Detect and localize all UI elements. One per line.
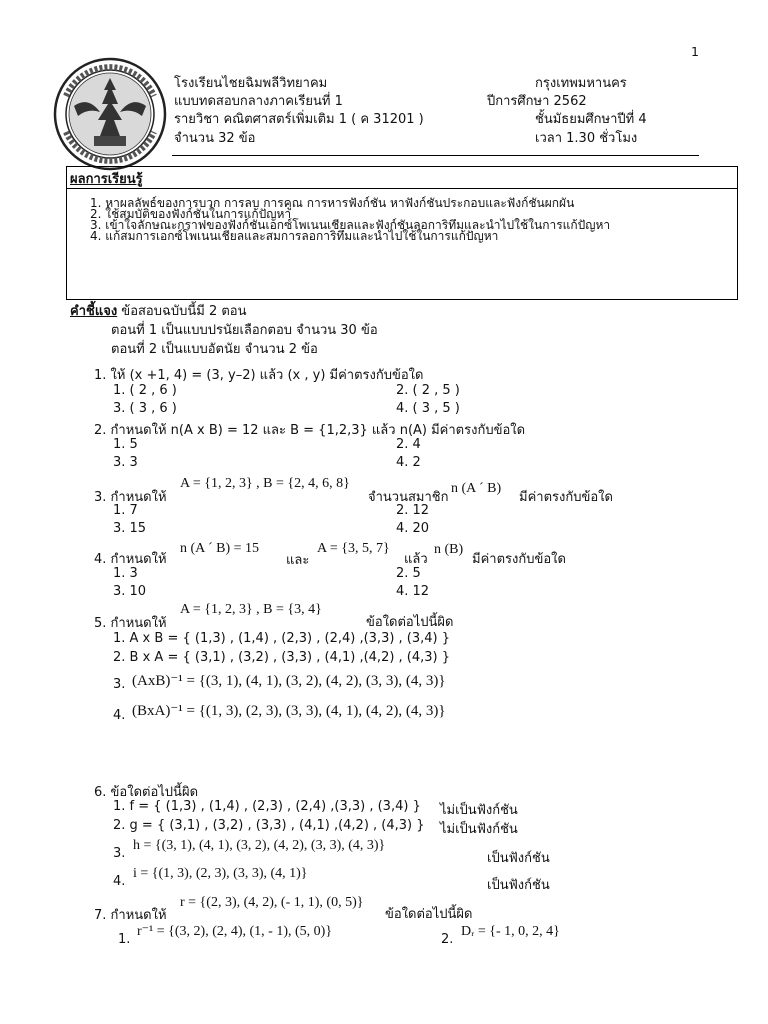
q2-choice-4: 4. 2 — [396, 455, 421, 470]
question-3-expression: n (A ´ B) — [451, 481, 502, 496]
subject: รายวิชา คณิตศาสตร์เพิ่มเติม 1 ( ค 31201 ) — [174, 112, 424, 127]
q3-choice-4: 4. 20 — [396, 521, 430, 536]
q7-choice-1: r⁻¹ = {(3, 2), (2, 4), (1, - 1), (5, 0)} — [137, 924, 333, 939]
q5-choice-2: 2. B x A = { (3,1) , (3,2) , (3,3) , (4,1) ,(4,2) , (4,3) } — [113, 650, 451, 665]
exam-title: แบบทดสอบกลางภาคเรียนที่ 1 — [174, 94, 343, 109]
exam-time: เวลา 1.30 ชั่วโมง — [535, 131, 638, 146]
q1-choice-3: 3. ( 3 , 6 ) — [113, 401, 177, 416]
q3-choice-2: 2. 12 — [396, 503, 430, 518]
outcome-item: 4. แก้สมการเอกซ์โพเนนเชียลและสมการลอการิทึมและนำไปใช้ในการแก้ปัญหา — [90, 229, 499, 243]
q4-choice-1: 1. 3 — [113, 566, 138, 581]
question-5-sets: A = {1, 2, 3} , B = {3, 4} — [180, 602, 322, 617]
q6-choice-3: h = {(3, 1), (4, 1), (3, 2), (4, 2), (3, 3), (4, 3)} — [133, 838, 386, 853]
q7-choice-1-number: 1. — [118, 932, 131, 947]
q6-choice-4-number: 4. — [113, 874, 126, 889]
question-3-end: มีค่าตรงกับข้อใด — [519, 490, 613, 505]
question-4-number: 4. กำหนดให้ — [94, 552, 167, 567]
academic-year: ปีการศึกษา 2562 — [487, 94, 587, 109]
question-4-end: มีค่าตรงกับข้อใด — [472, 552, 566, 567]
part-1-info: ตอนที่ 1 เป็นแบบปรนัยเลือกตอบ จำนวน 30 ข้อ — [111, 323, 378, 338]
question-7-end: ข้อใดต่อไปนี้ผิด — [385, 907, 473, 922]
q5-choice-1: 1. A x B = { (1,3) , (1,4) , (2,3) , (2,4) ,(3,3) , (3,4) } — [113, 631, 451, 646]
q3-choice-1: 1. 7 — [113, 503, 138, 518]
q6-choice-2: 2. g = { (3,1) , (3,2) , (3,3) , (4,1) ,(4,2) , (4,3) } — [113, 818, 425, 833]
question-2-stem: 2. กำหนดให้ n(A x B) = 12 และ B = {1,2,3} แล้ว n(A) มีค่าตรงกับข้อใด — [94, 423, 526, 438]
instructions-label: คำชี้แจง — [70, 304, 118, 319]
grade-level: ชั้นมัธยมศึกษาปีที่ 4 — [535, 112, 647, 127]
question-4-nb: n (B) — [434, 542, 464, 557]
question-7-number: 7. กำหนดให้ — [94, 908, 167, 923]
q2-choice-1: 1. 5 — [113, 437, 138, 452]
question-4-set: A = {3, 5, 7} — [317, 541, 390, 556]
outcome-item: 2. ใช้สมบัติของฟังก์ชันในการแก้ปัญหา — [90, 207, 292, 221]
instructions-text: ข้อสอบฉบับนี้มี 2 ตอน — [117, 304, 247, 319]
city: กรุงเทพมหานคร — [535, 76, 627, 91]
page-number: 1 — [691, 44, 699, 59]
part-2-info: ตอนที่ 2 เป็นแบบอัตนัย จำนวน 2 ข้อ — [111, 342, 318, 357]
q2-choice-3: 3. 3 — [113, 455, 138, 470]
q7-choice-2: Dᵣ = {- 1, 0, 2, 4} — [461, 924, 560, 939]
q1-choice-2: 2. ( 2 , 5 ) — [396, 383, 460, 398]
q4-choice-2: 2. 5 — [396, 566, 421, 581]
seal-emblem-icon — [52, 56, 168, 172]
question-6-stem: 6. ข้อใดต่อไปนี้ผิด — [94, 785, 199, 800]
outcomes-list — [90, 198, 610, 242]
school-seal — [52, 56, 168, 172]
q5-choice-4: (BxA)⁻¹ = {(1, 3), (2, 3), (3, 3), (4, 1), (4, 2), (4, 3)} — [132, 703, 446, 719]
question-5-number: 5. กำหนดให้ — [94, 616, 167, 631]
outcomes-title: ผลการเรียนรู้ — [70, 172, 143, 187]
q6-choice-1: 1. f = { (1,3) , (1,4) , (2,3) , (2,4) ,(3,3) , (3,4) } — [113, 799, 421, 814]
q5-choice-3-number: 3. — [113, 677, 126, 692]
q6-choice-4: i = {(1, 3), (2, 3), (3, 3), (4, 1)} — [133, 866, 308, 881]
school-name: โรงเรียนไชยฉิมพลีวิทยาคม — [174, 76, 328, 91]
q5-choice-4-number: 4. — [113, 708, 126, 723]
question-3-number: 3. กำหนดให้ — [94, 490, 167, 505]
outcome-item: 1. หาผลลัพธ์ของการบวก การลบ การคูณ การหารฟังก์ชัน หาฟังก์ชันประกอบและฟังก์ชันผกผัน — [90, 196, 575, 210]
q6-choice-1-remark: ไม่เป็นฟังก์ชัน — [440, 803, 518, 818]
question-3-sets: A = {1, 2, 3} , B = {2, 4, 6, 8} — [180, 476, 350, 491]
instructions — [70, 300, 246, 321]
question-1-stem: 1. ให้ (x +1, 4) = (3, y–2) แล้ว (x , y) มีค่าตรงกับข้อใด — [94, 368, 424, 383]
q6-choice-4-remark: เป็นฟังก์ชัน — [487, 878, 550, 893]
q4-choice-3: 3. 10 — [113, 584, 147, 599]
question-4-expression: n (A ´ B) = 15 — [180, 541, 260, 556]
q6-choice-2-remark: ไม่เป็นฟังก์ชัน — [440, 822, 518, 837]
outcomes-divider — [66, 188, 738, 189]
q6-choice-3-remark: เป็นฟังก์ชัน — [487, 851, 550, 866]
q4-choice-4: 4. 12 — [396, 584, 430, 599]
q2-choice-2: 2. 4 — [396, 437, 421, 452]
q7-choice-2-number: 2. — [441, 932, 454, 947]
q3-choice-3: 3. 15 — [113, 521, 147, 536]
question-count: จำนวน 32 ข้อ — [174, 131, 256, 146]
q6-choice-3-number: 3. — [113, 846, 126, 861]
question-5-end: ข้อใดต่อไปนี้ผิด — [366, 615, 454, 630]
q1-choice-1: 1. ( 2 , 6 ) — [113, 383, 177, 398]
question-4-then: แล้ว — [404, 552, 428, 567]
q1-choice-4: 4. ( 3 , 5 ) — [396, 401, 460, 416]
question-7-set: r = {(2, 3), (4, 2), (- 1, 1), (0, 5)} — [180, 895, 364, 910]
outcome-item: 3. เข้าใจลักษณะกราฟของฟังก์ชันเอกซ์โพเนนเชียลและฟังก์ชันลอการิทึมและนำไปใช้ในการแก้ปัญหา — [90, 218, 611, 232]
header-rule — [172, 155, 699, 156]
question-4-and: และ — [286, 553, 310, 568]
q5-choice-3: (AxB)⁻¹ = {(3, 1), (4, 1), (3, 2), (4, 2), (3, 3), (4, 3)} — [132, 673, 446, 689]
question-3-mid: จำนวนสมาชิก — [368, 490, 449, 505]
